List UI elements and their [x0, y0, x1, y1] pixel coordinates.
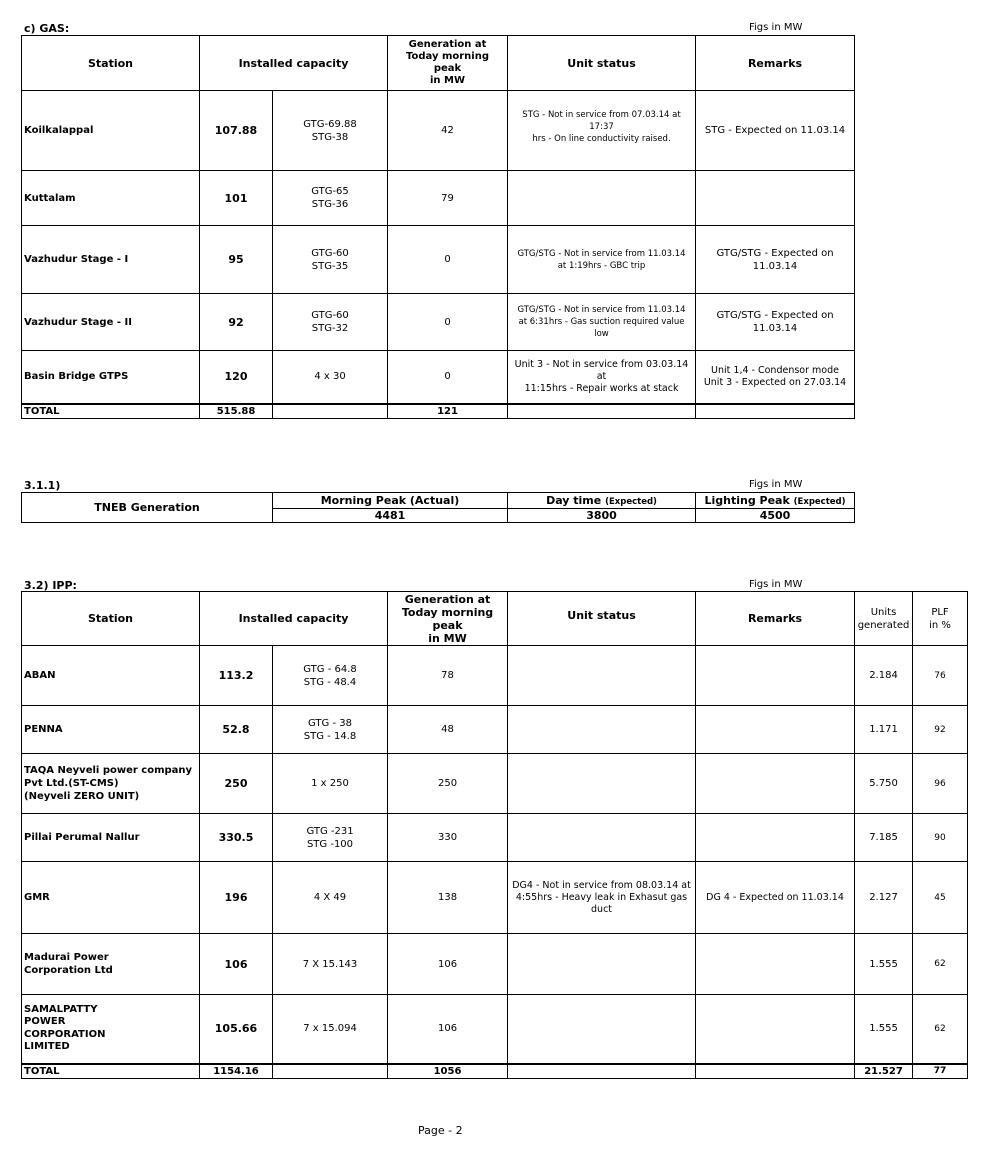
ipp-plf-cell: 62 — [913, 995, 968, 1064]
ipp-total-label: TOTAL — [22, 1064, 200, 1079]
ipp-capacity-cell: 113.2 — [200, 646, 273, 706]
ipp-total-plf: 77 — [913, 1064, 968, 1079]
ipp-capacity-cell: 196 — [200, 862, 273, 934]
ipp-station-cell: ABAN — [22, 646, 200, 706]
ipp-units-cell: 7 x 15.094 — [273, 995, 388, 1064]
ipp-section-label: 3.2) IPP: — [24, 579, 77, 592]
gas-total-row — [22, 404, 855, 419]
ipp-generation-cell: 48 — [388, 706, 508, 754]
gas-status-cell: GTG/STG - Not in service from 11.03.14 at 6:31hrs - Gas suction required value low — [508, 294, 696, 351]
gas-section-label: c) GAS: — [24, 22, 70, 35]
gas-header-station: Station — [22, 36, 200, 91]
ipp-status-cell — [508, 754, 696, 814]
ipp-plf-cell: 62 — [913, 934, 968, 995]
ipp-remarks-cell — [696, 995, 855, 1064]
gas-capacity-cell: 92 — [200, 294, 273, 351]
ipp-units-generated-cell: 1.555 — [855, 934, 913, 995]
ipp-generation-cell: 250 — [388, 754, 508, 814]
table-row — [22, 754, 968, 814]
ipp-units-cell: 4 X 49 — [273, 862, 388, 934]
ipp-units-cell: GTG - 38 STG - 14.8 — [273, 706, 388, 754]
tneb-row-label: TNEB Generation — [22, 493, 273, 523]
gas-capacity-cell: 101 — [200, 171, 273, 226]
ipp-total-row — [22, 1064, 968, 1079]
tneb-day-value: 3800 — [508, 509, 696, 523]
ipp-station-cell: GMR — [22, 862, 200, 934]
ipp-total-blank — [273, 1064, 388, 1079]
tneb-header-row — [22, 493, 855, 509]
table-row — [22, 814, 968, 862]
gas-station-cell: Vazhudur Stage - I — [22, 226, 200, 294]
ipp-capacity-cell: 106 — [200, 934, 273, 995]
ipp-total-capacity: 1154.16 — [200, 1064, 273, 1079]
gas-units-cell: GTG-60 STG-32 — [273, 294, 388, 351]
ipp-units-generated-cell: 2.127 — [855, 862, 913, 934]
ipp-capacity-cell: 250 — [200, 754, 273, 814]
ipp-status-cell — [508, 646, 696, 706]
ipp-generation-cell: 138 — [388, 862, 508, 934]
gas-generation-cell: 42 — [388, 91, 508, 171]
page-number: Page - 2 — [418, 1124, 463, 1137]
table-row — [22, 351, 855, 404]
gas-total-label: TOTAL — [22, 404, 200, 419]
gas-generation-cell: 0 — [388, 351, 508, 404]
gas-total-blank — [508, 404, 696, 419]
ipp-remarks-cell — [696, 646, 855, 706]
ipp-plf-cell: 96 — [913, 754, 968, 814]
ipp-total-blank — [696, 1064, 855, 1079]
tneb-figs-label: Figs in MW — [749, 479, 803, 490]
ipp-total-units-generated: 21.527 — [855, 1064, 913, 1079]
ipp-units-generated-cell: 5.750 — [855, 754, 913, 814]
ipp-station-cell: PENNA — [22, 706, 200, 754]
ipp-capacity-cell: 330.5 — [200, 814, 273, 862]
gas-status-cell: STG - Not in service from 07.03.14 at 17:37 hrs - On line conductivity raised. — [508, 91, 696, 171]
gas-header-remarks: Remarks — [696, 36, 855, 91]
gas-total-generation: 121 — [388, 404, 508, 419]
ipp-units-generated-cell: 1.171 — [855, 706, 913, 754]
gas-capacity-cell: 95 — [200, 226, 273, 294]
ipp-header-plf: PLF in % — [913, 592, 968, 646]
gas-header-row — [22, 36, 855, 91]
gas-capacity-cell: 120 — [200, 351, 273, 404]
ipp-status-cell — [508, 814, 696, 862]
ipp-capacity-cell: 105.66 — [200, 995, 273, 1064]
ipp-units-cell: 7 X 15.143 — [273, 934, 388, 995]
ipp-status-cell — [508, 706, 696, 754]
ipp-header-remarks: Remarks — [696, 592, 855, 646]
table-row — [22, 995, 968, 1064]
ipp-units-cell: 1 x 250 — [273, 754, 388, 814]
ipp-remarks-cell — [696, 706, 855, 754]
ipp-station-cell: SAMALPATTY POWER CORPORATION LIMITED — [22, 995, 200, 1064]
gas-generation-cell: 0 — [388, 226, 508, 294]
tneb-morning-value: 4481 — [273, 509, 508, 523]
gas-total-capacity: 515.88 — [200, 404, 273, 419]
gas-header-installed: Installed capacity — [200, 36, 388, 91]
ipp-generation-cell: 78 — [388, 646, 508, 706]
ipp-table — [21, 591, 968, 1079]
ipp-station-cell: Madurai Power Corporation Ltd — [22, 934, 200, 995]
ipp-plf-cell: 92 — [913, 706, 968, 754]
gas-status-cell — [508, 171, 696, 226]
ipp-capacity-cell: 52.8 — [200, 706, 273, 754]
gas-header-status: Unit status — [508, 36, 696, 91]
ipp-units-generated-cell: 1.555 — [855, 995, 913, 1064]
ipp-generation-cell: 330 — [388, 814, 508, 862]
gas-total-blank — [696, 404, 855, 419]
gas-figs-label: Figs in MW — [749, 22, 803, 33]
gas-total-blank — [273, 404, 388, 419]
ipp-figs-label: Figs in MW — [749, 579, 803, 590]
ipp-units-generated-cell: 7.185 — [855, 814, 913, 862]
ipp-header-station: Station — [22, 592, 200, 646]
gas-remarks-cell: Unit 1,4 - Condensor mode Unit 3 - Expected on 27.03.14 — [696, 351, 855, 404]
tneb-lighting-value: 4500 — [696, 509, 855, 523]
ipp-plf-cell: 45 — [913, 862, 968, 934]
gas-remarks-cell: GTG/STG - Expected on 11.03.14 — [696, 226, 855, 294]
ipp-generation-cell: 106 — [388, 934, 508, 995]
ipp-header-generation: Generation at Today morning peak in MW — [388, 592, 508, 646]
gas-status-cell: Unit 3 - Not in service from 03.03.14 at 11:15hrs - Repair works at stack — [508, 351, 696, 404]
table-row — [22, 294, 855, 351]
gas-generation-cell: 79 — [388, 171, 508, 226]
gas-remarks-cell: STG - Expected on 11.03.14 — [696, 91, 855, 171]
ipp-header-status: Unit status — [508, 592, 696, 646]
ipp-header-row — [22, 592, 968, 646]
tneb-day-header: Day time (Expected) — [508, 493, 696, 509]
gas-remarks-cell — [696, 171, 855, 226]
ipp-status-cell — [508, 995, 696, 1064]
ipp-remarks-cell — [696, 754, 855, 814]
ipp-status-cell: DG4 - Not in service from 08.03.14 at 4:55hrs - Heavy leak in Exhasut gas duct — [508, 862, 696, 934]
table-row — [22, 862, 968, 934]
gas-station-cell: Kuttalam — [22, 171, 200, 226]
ipp-plf-cell: 90 — [913, 814, 968, 862]
ipp-units-cell: GTG -231 STG -100 — [273, 814, 388, 862]
gas-station-cell: Koilkalappal — [22, 91, 200, 171]
ipp-remarks-cell — [696, 934, 855, 995]
gas-units-cell: GTG-60 STG-35 — [273, 226, 388, 294]
tneb-lighting-header: Lighting Peak (Expected) — [696, 493, 855, 509]
ipp-total-blank — [508, 1064, 696, 1079]
table-row — [22, 646, 968, 706]
gas-units-cell: 4 x 30 — [273, 351, 388, 404]
ipp-status-cell — [508, 934, 696, 995]
ipp-header-installed: Installed capacity — [200, 592, 388, 646]
gas-units-cell: GTG-65 STG-36 — [273, 171, 388, 226]
ipp-remarks-cell: DG 4 - Expected on 11.03.14 — [696, 862, 855, 934]
table-row — [22, 706, 968, 754]
gas-header-generation: Generation at Today morning peak in MW — [388, 36, 508, 91]
ipp-total-generation: 1056 — [388, 1064, 508, 1079]
tneb-section-label: 3.1.1) — [24, 479, 61, 492]
ipp-units-cell: GTG - 64.8 STG - 48.4 — [273, 646, 388, 706]
gas-station-cell: Basin Bridge GTPS — [22, 351, 200, 404]
table-row — [22, 91, 855, 171]
ipp-station-cell: TAQA Neyveli power company Pvt Ltd.(ST-CMS) (Neyveli ZERO UNIT) — [22, 754, 200, 814]
ipp-plf-cell: 76 — [913, 646, 968, 706]
gas-units-cell: GTG-69.88 STG-38 — [273, 91, 388, 171]
ipp-remarks-cell — [696, 814, 855, 862]
table-row — [22, 171, 855, 226]
ipp-units-generated-cell: 2.184 — [855, 646, 913, 706]
table-row — [22, 226, 855, 294]
gas-remarks-cell: GTG/STG - Expected on 11.03.14 — [696, 294, 855, 351]
tneb-morning-header: Morning Peak (Actual) — [273, 493, 508, 509]
tneb-table — [21, 492, 855, 523]
table-row — [22, 934, 968, 995]
gas-generation-cell: 0 — [388, 294, 508, 351]
gas-table — [21, 35, 855, 419]
ipp-generation-cell: 106 — [388, 995, 508, 1064]
ipp-station-cell: Pillai Perumal Nallur — [22, 814, 200, 862]
gas-station-cell: Vazhudur Stage - II — [22, 294, 200, 351]
ipp-header-units-generated: Units generated — [855, 592, 913, 646]
gas-capacity-cell: 107.88 — [200, 91, 273, 171]
gas-status-cell: GTG/STG - Not in service from 11.03.14 at 1:19hrs - GBC trip — [508, 226, 696, 294]
